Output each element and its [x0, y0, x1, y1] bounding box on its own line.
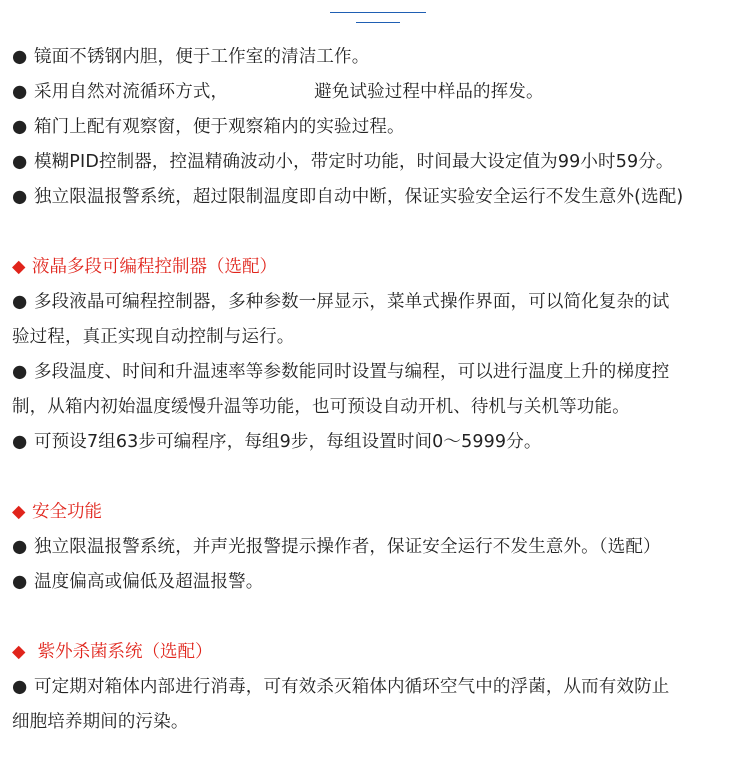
diamond-icon: ◆ — [12, 257, 26, 277]
bullet-icon: ● — [12, 537, 28, 557]
feature-item — [12, 285, 740, 320]
product-features-document — [12, 40, 740, 740]
bullet-icon: ● — [12, 432, 28, 452]
diamond-icon: ◆ — [12, 502, 26, 522]
feature-item — [12, 110, 740, 145]
feature-item — [12, 425, 740, 460]
feature-item — [12, 355, 740, 390]
feature-text: 镜面不锈钢内胆，便于工作室的清洁工作。 — [34, 47, 370, 67]
section-heading-lcd — [12, 250, 740, 285]
feature-text-continued: 避免试验过程中样品的挥发。 — [314, 82, 544, 102]
feature-text: 模糊PID控制器，控温精确波动小，带定时功能，时间最大设定值为99小时59分。 — [34, 152, 674, 172]
bullet-icon: ● — [12, 572, 28, 592]
feature-text: 独立限温报警系统，并声光报警提示操作者，保证安全运行不发生意外。（选配） — [34, 537, 661, 557]
rule-line-long — [330, 12, 426, 13]
feature-text: 温度偏高或偏低及超温报警。 — [34, 572, 264, 592]
feature-item — [12, 530, 740, 565]
feature-text: 可定期对箱体内部进行消毒，可有效杀灭箱体内循环空气中的浮菌，从而有效防止 — [34, 677, 670, 697]
feature-text: 独立限温报警系统，超过限制温度即自动中断，保证实验安全运行不发生意外(选配) — [34, 187, 684, 207]
feature-text: 可预设7组63步可编程序，每组9步，每组设置时间0～5999分。 — [34, 432, 542, 452]
feature-item — [12, 180, 740, 215]
feature-item-continued: 制，从箱内初始温度缓慢升温等功能，也可预设自动开机、待机与关机等功能。 — [12, 397, 630, 417]
bullet-icon: ● — [12, 292, 28, 312]
section-heading-uv — [12, 635, 740, 670]
bullet-icon: ● — [12, 152, 28, 172]
diamond-icon: ◆ — [12, 642, 26, 662]
bullet-icon: ● — [12, 362, 28, 382]
feature-text: 多段液晶可编程控制器，多种参数一屏显示，菜单式操作界面，可以简化复杂的试 — [34, 292, 670, 312]
feature-item-continued: 细胞培养期间的污染。 — [12, 712, 189, 732]
feature-item-continued: 验过程，真正实现自动控制与运行。 — [12, 327, 295, 347]
section-title: 液晶多段可编程控制器（选配） — [32, 257, 277, 277]
bullet-icon: ● — [12, 117, 28, 137]
feature-text: 多段温度、时间和升温速率等参数能同时设置与编程，可以进行温度上升的梯度控 — [34, 362, 670, 382]
feature-item — [12, 75, 740, 110]
feature-item — [12, 145, 740, 180]
bullet-icon: ● — [12, 47, 28, 67]
feature-text: 箱门上配有观察窗，便于观察箱内的实验过程。 — [34, 117, 405, 137]
section-title: 安全功能 — [32, 502, 102, 522]
bullet-icon: ● — [12, 82, 28, 102]
feature-item — [12, 670, 740, 705]
bullet-icon: ● — [12, 187, 28, 207]
section-title: 紫外杀菌系统（选配） — [32, 642, 213, 662]
feature-item — [12, 40, 740, 75]
top-decorative-rule — [330, 12, 426, 23]
rule-line-short — [356, 22, 400, 23]
section-heading-safety — [12, 495, 740, 530]
bullet-icon: ● — [12, 677, 28, 697]
feature-text: 采用自然对流循环方式， — [34, 82, 229, 102]
feature-item — [12, 565, 740, 600]
